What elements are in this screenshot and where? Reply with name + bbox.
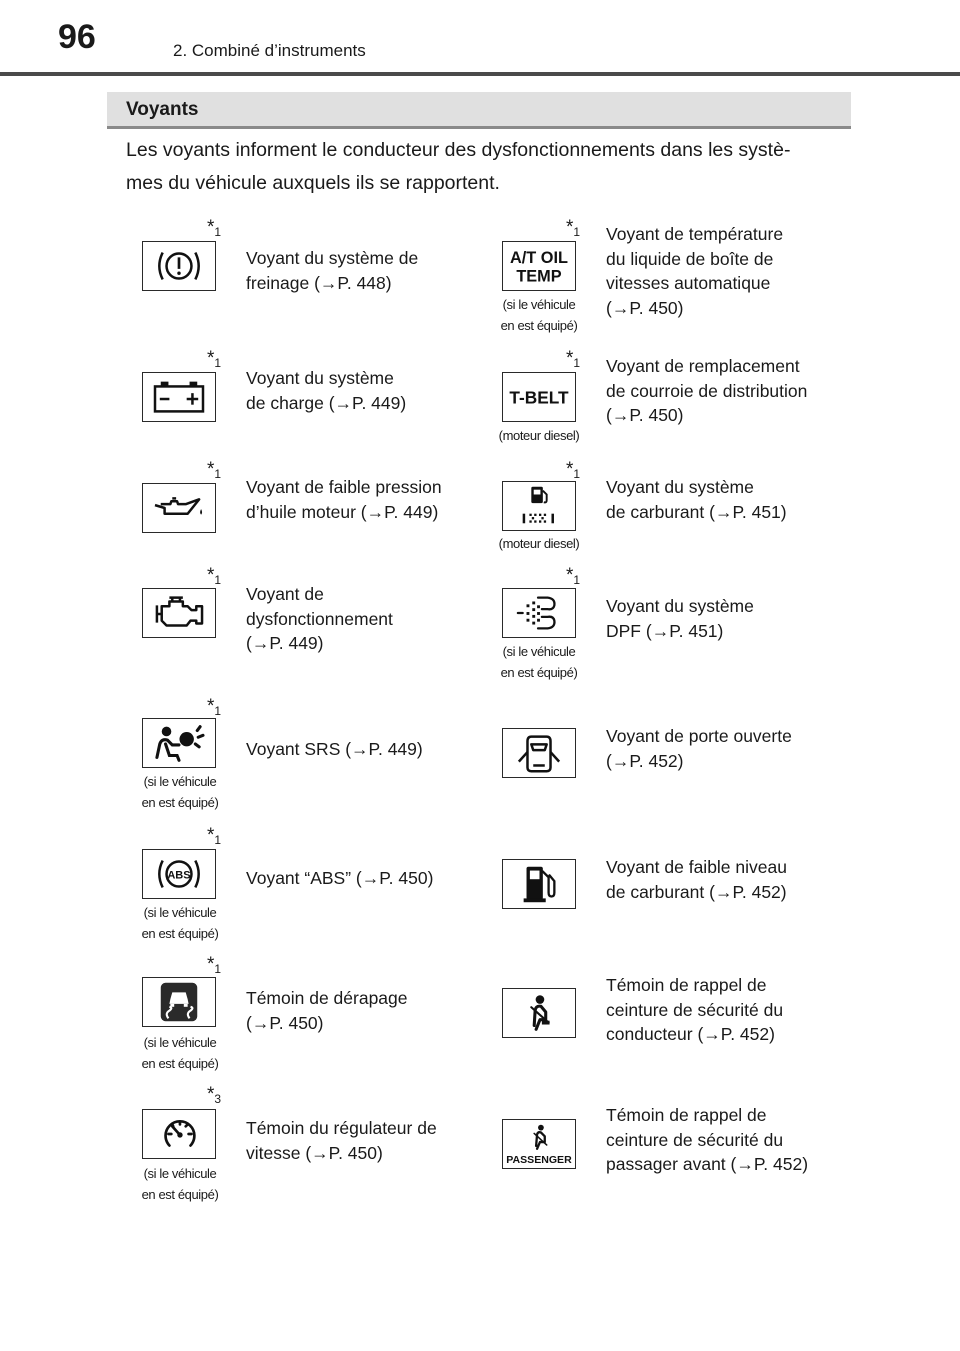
srs-airbag-icon <box>142 718 216 768</box>
fuel-system-icon <box>502 481 576 531</box>
star-symbol: * <box>566 565 574 586</box>
star-symbol: * <box>207 1084 215 1105</box>
footnote-marker <box>207 1085 221 1105</box>
indicator-description: Voyant “ABS” (→P. 450) <box>246 868 434 888</box>
skid-indicator-icon <box>142 977 216 1027</box>
star-symbol: * <box>207 217 215 238</box>
footnote-marker <box>207 218 221 238</box>
indicator-description: Voyant de porte ouverte (→P. 452) <box>606 726 792 771</box>
equipment-note: (si le véhicule en est équipé) <box>500 644 578 680</box>
indicator-description: Voyant du système DPF (→P. 451) <box>606 596 754 641</box>
intro-line-1: Les voyants informent le conducteur des dysfonctionnements dans les systè- <box>126 139 791 161</box>
indicator-description: Témoin de dérapage (→P. 450) <box>246 988 408 1033</box>
footnote-marker <box>566 566 580 586</box>
star-symbol: * <box>207 954 215 975</box>
footnote-number: 1 <box>214 704 222 718</box>
footnote-marker <box>207 349 221 369</box>
equipment-note: (si le véhicule en est équipé) <box>141 905 219 941</box>
equipment-note: (si le véhicule en est équipé) <box>141 774 219 810</box>
brake-warning-icon <box>142 241 216 291</box>
timing-belt-icon <box>502 372 576 422</box>
star-symbol: * <box>566 459 574 480</box>
header-divider <box>0 72 960 76</box>
indicator-description: Voyant SRS (→P. 449) <box>246 739 423 759</box>
footnote-number: 1 <box>214 467 222 481</box>
equipment-note: (si le véhicule en est équipé) <box>500 297 578 333</box>
footnote-number: 1 <box>573 356 581 370</box>
equipment-note: (si le véhicule en est équipé) <box>141 1035 219 1071</box>
intro-paragraph <box>126 134 856 200</box>
footnote-number: 1 <box>214 356 222 370</box>
star-symbol: * <box>566 348 574 369</box>
footnote-number: 1 <box>214 225 222 239</box>
intro-line-2: mes du véhicule auxquels ils se rapportent. <box>126 172 500 194</box>
page-header <box>0 0 960 80</box>
footnote-marker <box>566 460 580 480</box>
footnote-number: 1 <box>573 225 581 239</box>
footnote-number: 1 <box>214 833 222 847</box>
passenger-seatbelt-icon <box>502 1119 576 1169</box>
icon-text: TEMP <box>516 267 562 286</box>
check-engine-icon <box>142 588 216 638</box>
footnote-marker <box>207 955 221 975</box>
footnote-marker <box>207 697 221 717</box>
icon-text: PASSENGER <box>506 1154 572 1167</box>
svg-text:ABS: ABS <box>167 869 191 882</box>
dpf-icon <box>502 588 576 638</box>
at-oil-temp-icon <box>502 241 576 291</box>
footnote-number: 1 <box>214 573 222 587</box>
page-number: 96 <box>58 18 96 56</box>
footnote-marker <box>566 349 580 369</box>
indicator-description: Voyant de température du liquide de boîte de vitesses automatique (→P. 450) <box>606 224 784 318</box>
footnote-marker <box>207 826 221 846</box>
footnote-number: 1 <box>573 573 581 587</box>
door-open-icon <box>502 728 576 778</box>
indicator-description: Voyant du système de charge (→P. 449) <box>246 368 407 413</box>
section-bar <box>107 92 851 129</box>
indicator-description: Voyant de faible niveau de carburant (→P. 452) <box>606 857 787 902</box>
chapter-title: 2. Combiné d’instruments <box>173 41 366 60</box>
footnote-marker <box>207 566 221 586</box>
star-symbol: * <box>207 696 215 717</box>
indicator-description: Voyant de remplacement de courroie de distribution (→P. 450) <box>606 356 808 425</box>
driver-seatbelt-icon <box>502 988 576 1038</box>
indicator-description: Voyant de dysfonctionnement (→P. 449) <box>246 584 393 653</box>
oil-pressure-icon <box>142 483 216 533</box>
footnote-number: 1 <box>573 467 581 481</box>
footnote-marker <box>207 460 221 480</box>
battery-charge-icon <box>142 372 216 422</box>
section-title: Voyants <box>126 99 199 120</box>
star-symbol: * <box>207 565 215 586</box>
indicator-description: Témoin de rappel de ceinture de sécurité du passager avant (→P. 452) <box>606 1105 809 1174</box>
indicator-description: Témoin du régulateur de vitesse (→P. 450) <box>246 1118 437 1163</box>
star-symbol: * <box>207 459 215 480</box>
footnote-marker <box>566 218 580 238</box>
equipment-note: (moteur diesel) <box>498 536 580 551</box>
equipment-note: (moteur diesel) <box>498 428 580 443</box>
indicator-description: Témoin de rappel de ceinture de sécurité du conducteur (→P. 452) <box>606 975 784 1044</box>
icon-text: T-BELT <box>509 387 569 408</box>
star-symbol: * <box>566 217 574 238</box>
indicator-description: Voyant du système de freinage (→P. 448) <box>246 248 419 293</box>
star-symbol: * <box>207 348 215 369</box>
cruise-control-icon <box>142 1109 216 1159</box>
low-fuel-icon <box>502 859 576 909</box>
indicator-description: Voyant du système de carburant (→P. 451) <box>606 477 787 522</box>
icon-text: A/T OIL <box>510 249 568 268</box>
footnote-number: 3 <box>214 1092 222 1106</box>
equipment-note: (si le véhicule en est équipé) <box>141 1166 219 1202</box>
abs-icon <box>142 849 216 899</box>
indicator-description: Voyant de faible pression d’huile moteur (→P. 449) <box>246 477 442 522</box>
footnote-number: 1 <box>214 962 222 976</box>
star-symbol: * <box>207 825 215 846</box>
